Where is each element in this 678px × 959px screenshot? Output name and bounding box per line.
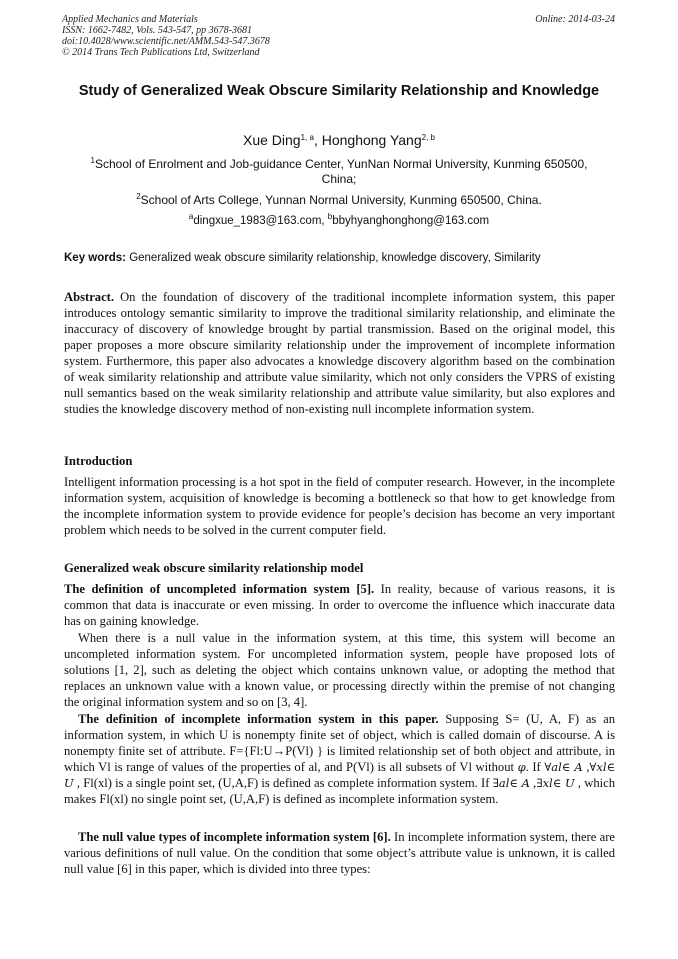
definition-2-label: The definition of incomplete information system in this paper. — [78, 712, 439, 726]
abstract-paragraph — [64, 289, 615, 417]
definition-3-text: In incomplete information system, there are various definitions of null value. On the condition that some object’s attribute value is unknown, it is called null value [6] in this paper, which is divided into three types: — [64, 830, 615, 876]
email-text: bbyhyanghonghong@163.com — [332, 215, 490, 227]
abstract-text: On the foundation of discovery of the traditional incomplete information system, this paper introduces ontology semantic similarity to improve the traditional similarity relationship, and eliminate the inaccuracy of discovery of knowledge brought by partial transmission. Based on the original model, this paper proposes a more obscure similarity relationship under the improvement of incomplete information system. Furthermore, this paper also advocates a knowledge discovery algorithm based on the combination of weak similarity relationship and attribute value similarity, which not only considers the VPRS of existing null semantics based on the weak similarity relationship and attribute value similarity, but also explores and studies the knowledge discovery method of non-existing null incomplete information system. — [64, 290, 615, 416]
author-name: Xue Ding — [243, 132, 301, 148]
empty-set-symbol: φ — [517, 760, 526, 774]
journal-issn: ISSN: 1662-7482, Vols. 543-547, pp 3678-3681 — [62, 25, 252, 36]
online-date: Online: 2014-03-24 — [535, 14, 615, 25]
forall-attribute-expr: ∀al∈ A — [544, 760, 583, 774]
definition-2-paragraph — [64, 711, 615, 807]
author-name: Honghong Yang — [321, 132, 422, 148]
definition-2-text: . If — [525, 760, 545, 774]
abstract-label: Abstract. — [64, 290, 115, 304]
exists-object-expr: ∃xl∈ U — [536, 776, 575, 790]
journal-name: Applied Mechanics and Materials — [62, 14, 198, 25]
author-sup: 1, a — [300, 133, 314, 142]
paper-title: Study of Generalized Weak Obscure Similarity Relationship and Knowledge — [78, 83, 600, 99]
keywords — [64, 251, 616, 266]
journal-doi: doi:10.4028/www.scientific.net/AMM.543-547.3678 — [62, 36, 270, 47]
keywords-text: Generalized weak obscure similarity relationship, knowledge discovery, Similarity — [126, 252, 541, 264]
model-heading: Generalized weak obscure similarity relationship model — [64, 561, 364, 575]
keywords-label: Key words: — [64, 252, 126, 264]
definition-2-text: , Fl(xl) is a single point set, (U,A,F) is defined as complete information system. If — [73, 776, 493, 790]
email-text: dingxue_1983@163.com, — [193, 215, 328, 227]
email-line — [0, 214, 678, 229]
author-line — [0, 131, 678, 149]
affiliation-sup: 1 — [90, 156, 95, 165]
email-sup: a — [188, 212, 194, 221]
affiliation-1 — [72, 157, 606, 187]
journal-header — [62, 14, 270, 58]
forall-object-expr: ∀xl∈ U — [64, 760, 616, 790]
definition-2-text: , which makes Fl(xl) no single point set, (U,A,F) is defined as incomplete information system. — [64, 776, 615, 806]
definition-1-paragraph — [64, 581, 615, 629]
exists-attribute-expr: ∃al∈ A — [492, 776, 530, 790]
definition-3-label: The null value types of incomplete information system [6]. — [78, 830, 391, 844]
email-sup: b — [327, 212, 333, 221]
author-separator: , — [313, 132, 322, 148]
introduction-paragraph: Intelligent information processing is a hot spot in the field of computer research. However, in the incomplete information system, acquisition of knowledge is becoming a bottleneck so that how to get knowledge from the incomplete information system to provide evidence for people’s decision has become an very important problem which needs to be solved in the current computer field. — [64, 475, 615, 537]
definition-3-paragraph — [64, 829, 615, 877]
journal-copyright: © 2014 Trans Tech Publications Ltd, Switzerland — [62, 47, 260, 58]
affiliation-sup: 2 — [136, 192, 141, 201]
author-sup: 2, b — [421, 133, 435, 142]
definition-1-text: In reality, because of various reasons, it is common that data is inaccurate or even missing. In order to overcome the influence which inaccurate data has on gaining knowledge. — [64, 582, 615, 628]
introduction-heading: Introduction — [64, 454, 133, 468]
definition-1-label: The definition of uncompleted information system [5]. — [64, 582, 375, 596]
affiliation-text: School of Enrolment and Job-guidance Center, YunNan Normal University, Kunming 650500, China; — [94, 157, 588, 186]
affiliation-text: School of Arts College, Yunnan Normal University, Kunming 650500, China. — [140, 193, 542, 207]
comma: , — [529, 776, 537, 790]
uncompleted-system-paragraph: When there is a null value in the information system, at this time, this system will become an uncompleted information system. For uncompleted information system, people have proposed lots of solutions [1, 2], such as deleting the object which contains unknown value, or adopting the method that replaces an unknown value with a known value, or processing directly within the premise of not changing the original information system and so on [3, 4]. — [64, 631, 615, 709]
comma: , — [582, 760, 590, 774]
affiliation-2 — [72, 193, 606, 208]
definition-2-text: Supposing S= (U, A, F) as an information system, in which U is nonempty finite set of object, which is called domain of discourse. A is nonempty finite set of attribute. F={Fl:U→P(Vl) } is limited relationship set of both object and attribute, in which Vl is range of values of the properties of al, and P(Vl) is all subsets of Vl without — [64, 712, 615, 774]
